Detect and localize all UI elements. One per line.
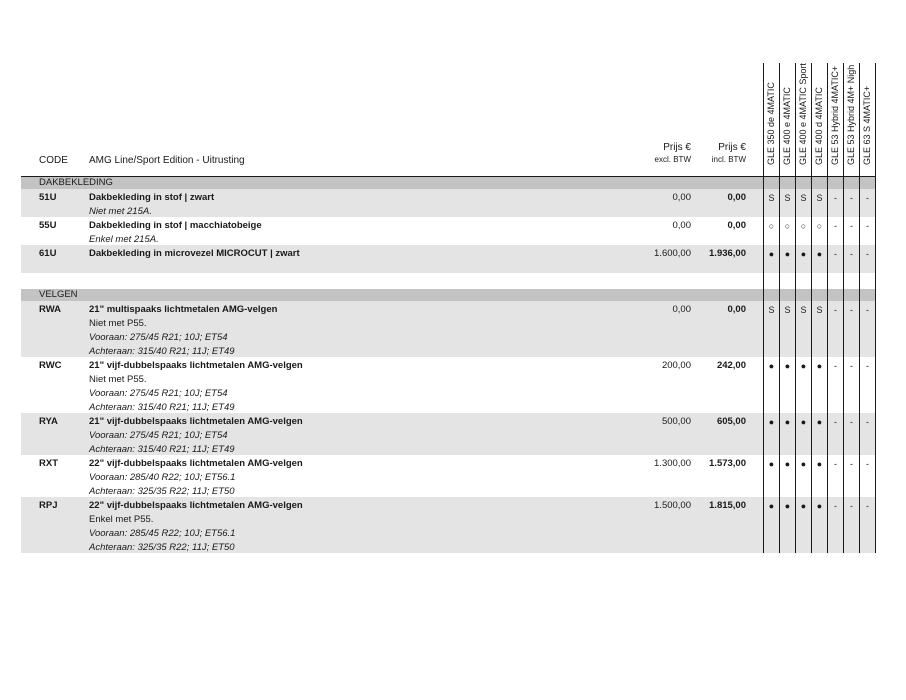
availability-mark: ● [784, 249, 791, 259]
price-excl-value: 200,00 [661, 360, 691, 371]
option-note: Vooraan: 275/45 R21; 10J; ET54 [89, 430, 228, 441]
option-note: Enkel met 215A. [89, 234, 159, 245]
price-incl-label: Prijs € [718, 142, 746, 153]
price-excl-label: Prijs € [663, 142, 691, 153]
table-row [21, 301, 875, 357]
availability-mark: S [816, 193, 823, 203]
availability-mark: ○ [768, 221, 775, 231]
availability-mark: - [866, 221, 869, 231]
price-excl-value: 1.600,00 [654, 248, 691, 259]
availability-mark: ● [784, 501, 791, 511]
availability-mark: - [850, 417, 853, 427]
availability-mark: - [834, 459, 837, 469]
column-divider [843, 63, 844, 553]
price-excl-value: 0,00 [672, 304, 691, 315]
availability-mark: - [834, 501, 837, 511]
price-excl-value: 1.500,00 [654, 500, 691, 511]
option-description [89, 415, 303, 457]
option-code: RPJ [39, 500, 58, 511]
price-incl-value: 0,00 [727, 192, 746, 203]
availability-mark: - [850, 193, 853, 203]
availability-mark: ● [768, 501, 775, 511]
option-name: 21" vijf-dubbelspaaks lichtmetalen AMG-velgen [89, 416, 303, 427]
availability-mark: ● [816, 249, 823, 259]
option-name: Dakbekleding in stof | zwart [89, 192, 215, 203]
option-description [89, 303, 277, 359]
table-row [21, 497, 875, 553]
availability-mark: - [850, 305, 853, 315]
availability-mark: - [834, 249, 837, 259]
option-description [89, 247, 300, 275]
availability-mark: - [866, 305, 869, 315]
column-divider [811, 63, 812, 553]
availability-mark: - [866, 417, 869, 427]
availability-mark: - [850, 459, 853, 469]
model-column-header: GLE 53 Hybrid 4M+ Nigh [846, 64, 856, 165]
option-name: 21" multispaaks lichtmetalen AMG-velgen [89, 304, 278, 315]
table-row [21, 357, 875, 413]
option-note: Niet met 215A. [89, 206, 152, 217]
availability-mark: S [816, 305, 823, 315]
availability-mark: ● [784, 459, 791, 469]
option-note: Vooraan: 275/45 R21; 10J; ET54 [89, 388, 228, 399]
availability-mark: S [800, 193, 807, 203]
page-title: AMG Line/Sport Edition - Uitrusting [89, 155, 245, 166]
availability-mark: S [768, 305, 775, 315]
option-name: 22" vijf-dubbelspaaks lichtmetalen AMG-velgen [89, 458, 303, 469]
availability-mark: - [866, 249, 869, 259]
option-code: RYA [39, 416, 58, 427]
option-note: Vooraan: 285/45 R22; 10J; ET56.1 [89, 528, 236, 539]
option-description [89, 359, 303, 415]
price-excl-value: 1.300,00 [654, 458, 691, 469]
availability-mark: ● [768, 459, 775, 469]
availability-mark: - [866, 501, 869, 511]
availability-mark: - [834, 361, 837, 371]
availability-mark: ● [768, 361, 775, 371]
model-column-header: GLE 400 e 4MATIC [782, 87, 792, 165]
availability-mark: S [768, 193, 775, 203]
option-note: Niet met P55. [89, 374, 147, 385]
availability-mark: ● [768, 417, 775, 427]
price-incl-value: 605,00 [716, 416, 746, 427]
option-description [89, 457, 303, 499]
availability-mark: ● [816, 417, 823, 427]
model-column-header: GLE 350 de 4MATIC [766, 82, 776, 165]
availability-mark: ● [816, 361, 823, 371]
model-column-header: GLE 400 d 4MATIC [814, 87, 824, 165]
column-divider [859, 63, 860, 553]
availability-mark: - [834, 221, 837, 231]
availability-mark: - [866, 459, 869, 469]
option-note: Achteraan: 315/40 R21; 11J; ET49 [89, 402, 235, 413]
price-excl-sub: excl. BTW [654, 155, 691, 164]
option-code: 55U [39, 220, 57, 231]
option-code: 51U [39, 192, 57, 203]
option-name: 21" vijf-dubbelspaaks lichtmetalen AMG-velgen [89, 360, 303, 371]
price-incl-value: 1.936,00 [709, 248, 746, 259]
price-excl-value: 500,00 [661, 416, 691, 427]
availability-mark: ● [800, 417, 807, 427]
option-description [89, 219, 262, 247]
availability-mark: ● [768, 249, 775, 259]
availability-mark: ○ [784, 221, 791, 231]
availability-mark: ● [800, 249, 807, 259]
option-note: Achteraan: 315/40 R21; 11J; ET49 [89, 444, 235, 455]
availability-mark: - [834, 193, 837, 203]
option-code: RXT [39, 458, 58, 469]
option-note: Achteraan: 325/35 R22; 11J; ET50 [89, 486, 235, 497]
availability-mark: - [850, 361, 853, 371]
availability-mark: ● [800, 501, 807, 511]
price-incl-header [676, 142, 746, 166]
availability-mark: ○ [800, 221, 807, 231]
availability-mark: - [850, 501, 853, 511]
option-code: RWA [39, 304, 61, 315]
table-row [21, 189, 875, 217]
option-note: Vooraan: 275/45 R21; 10J; ET54 [89, 332, 228, 343]
column-divider [875, 63, 876, 553]
column-divider [795, 63, 796, 553]
option-description [89, 191, 214, 219]
column-divider [827, 63, 828, 553]
option-name: Dakbekleding in microvezel MICROCUT | zwart [89, 248, 300, 259]
availability-mark: - [866, 361, 869, 371]
option-note: Achteraan: 315/40 R21; 11J; ET49 [89, 346, 235, 357]
option-note: Vooraan: 285/40 R22; 10J; ET56.1 [89, 472, 236, 483]
model-column-header: GLE 53 Hybrid 4MATIC+ [830, 65, 840, 165]
price-incl-value: 1.815,00 [709, 500, 746, 511]
table-row [21, 455, 875, 497]
option-name: Dakbekleding in stof | macchiatobeige [89, 220, 262, 231]
section-title: DAKBEKLEDING [39, 177, 113, 188]
section-header [21, 177, 875, 189]
table-row [21, 245, 875, 273]
option-code: RWC [39, 360, 62, 371]
option-note: Enkel met P55. [89, 514, 154, 525]
availability-mark: ● [800, 361, 807, 371]
price-excl-value: 0,00 [672, 192, 691, 203]
section-title: VELGEN [39, 289, 78, 300]
availability-mark: - [850, 221, 853, 231]
availability-mark: ● [816, 459, 823, 469]
column-divider [763, 63, 764, 553]
option-note: Niet met P55. [89, 318, 147, 329]
price-excl-value: 0,00 [672, 220, 691, 231]
price-incl-value: 0,00 [727, 304, 746, 315]
option-code: 61U [39, 248, 57, 259]
price-incl-sub: incl. BTW [711, 155, 746, 164]
availability-mark: ● [784, 361, 791, 371]
option-description [89, 499, 303, 555]
availability-mark: ● [816, 501, 823, 511]
model-column-header: GLE 63 S 4MATIC+ [862, 85, 872, 165]
section-header [21, 289, 875, 301]
availability-mark: S [800, 305, 807, 315]
availability-mark: ● [784, 417, 791, 427]
availability-mark: ○ [816, 221, 823, 231]
table-row [21, 217, 875, 245]
table-row [21, 413, 875, 455]
code-column-header: CODE [39, 155, 68, 166]
option-name: 22" vijf-dubbelspaaks lichtmetalen AMG-velgen [89, 500, 303, 511]
price-incl-value: 0,00 [727, 220, 746, 231]
option-note [89, 261, 300, 275]
availability-mark: S [784, 193, 791, 203]
model-column-header: GLE 400 e 4MATIC Sport [798, 63, 808, 165]
availability-mark: ● [800, 459, 807, 469]
availability-mark: - [834, 417, 837, 427]
price-incl-value: 1.573,00 [709, 458, 746, 469]
availability-mark: S [784, 305, 791, 315]
availability-mark: - [834, 305, 837, 315]
availability-mark: - [866, 193, 869, 203]
availability-mark: - [850, 249, 853, 259]
price-incl-value: 242,00 [716, 360, 746, 371]
column-divider [779, 63, 780, 553]
option-note: Achteraan: 325/35 R22; 11J; ET50 [89, 542, 235, 553]
